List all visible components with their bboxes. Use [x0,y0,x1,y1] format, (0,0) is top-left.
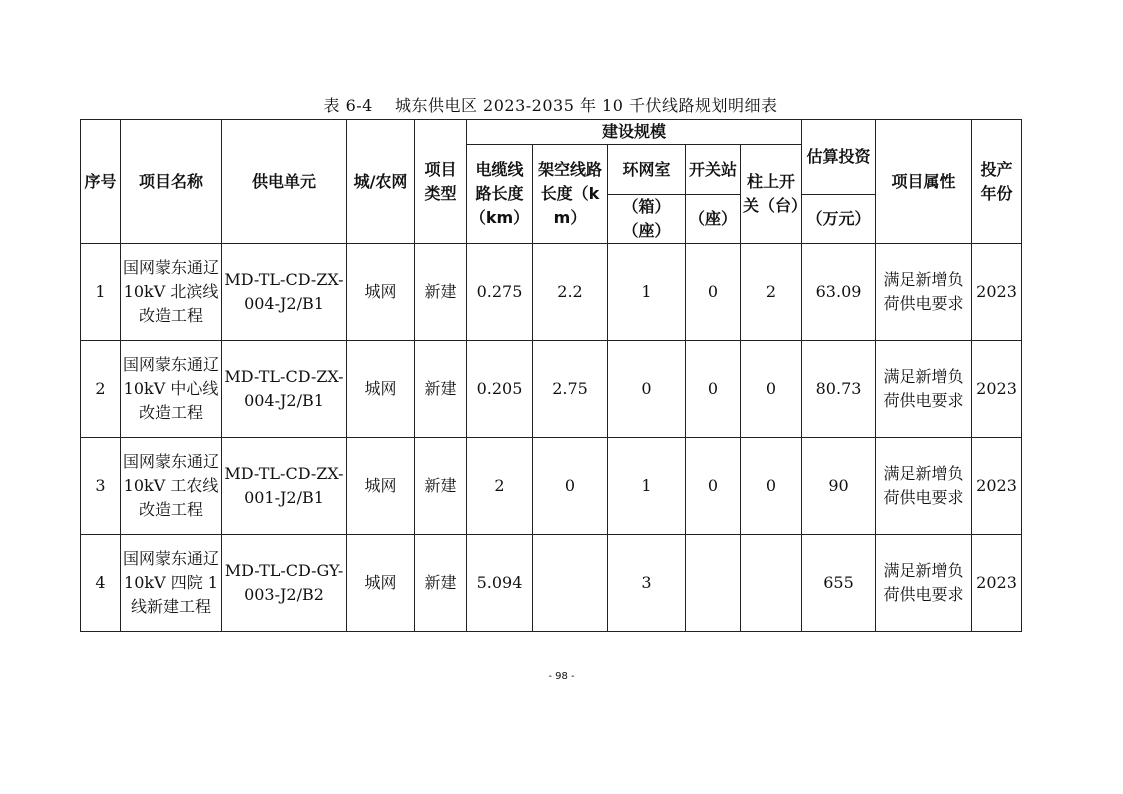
cell-cable: 0.275 [467,244,533,341]
cell-unit: MD-TL-CD-ZX-004-J2/B1 [222,341,347,438]
header-year: 投产年份 [972,120,1022,244]
cell-switch-station: 0 [686,341,741,438]
cell-ring: 0 [608,341,686,438]
table-row [81,244,1022,341]
header-name: 项目名称 [121,120,222,244]
cell-attr: 满足新增负荷供电要求 [876,438,972,535]
cell-pole-switch: 0 [741,438,802,535]
cell-cable: 5.094 [467,535,533,632]
cell-ring: 1 [608,438,686,535]
table-row [81,438,1022,535]
cell-invest: 90 [802,438,876,535]
cell-ring: 1 [608,244,686,341]
cell-seq: 1 [81,244,121,341]
header-unit: 供电单元 [222,120,347,244]
cell-switch-station [686,535,741,632]
cell-attr: 满足新增负荷供电要求 [876,244,972,341]
cell-pole-switch: 2 [741,244,802,341]
cell-grid: 城网 [347,535,415,632]
cell-name: 国网蒙东通辽 10kV 工农线改造工程 [121,438,222,535]
cell-unit: MD-TL-CD-ZX-004-J2/B1 [222,244,347,341]
cell-grid: 城网 [347,244,415,341]
cell-unit: MD-TL-CD-GY-003-J2/B2 [222,535,347,632]
cell-overhead [533,535,608,632]
cell-year: 2023 [972,535,1022,632]
table-caption: 表 6-4 城东供电区 2023-2035 年 10 千伏线路规划明细表 [323,96,778,115]
cell-invest: 80.73 [802,341,876,438]
cell-overhead: 2.75 [533,341,608,438]
header-switch-unit: （座） [686,195,741,244]
cell-year: 2023 [972,244,1022,341]
cell-type: 新建 [415,341,467,438]
header-overhead: 架空线路长度（km） [533,145,608,244]
cell-cable: 0.205 [467,341,533,438]
table-row [81,341,1022,438]
header-invest-unit: （万元） [802,195,876,244]
cell-attr: 满足新增负荷供电要求 [876,341,972,438]
cell-pole-switch: 0 [741,341,802,438]
cell-type: 新建 [415,535,467,632]
cell-ring: 3 [608,535,686,632]
cell-invest: 63.09 [802,244,876,341]
cell-seq: 3 [81,438,121,535]
header-cable: 电缆线路长度（km） [467,145,533,244]
cell-attr: 满足新增负荷供电要求 [876,535,972,632]
cell-invest: 655 [802,535,876,632]
cell-switch-station: 0 [686,438,741,535]
cell-type: 新建 [415,438,467,535]
cell-type: 新建 [415,244,467,341]
cell-name: 国网蒙东通辽 10kV 中心线改造工程 [121,341,222,438]
header-switch-station: 开关站 [686,145,741,195]
cell-grid: 城网 [347,438,415,535]
header-grid: 城/农网 [347,120,415,244]
header-seq: 序号 [81,120,121,244]
page-number: - 98 - [548,671,575,682]
cell-grid: 城网 [347,341,415,438]
cell-year: 2023 [972,341,1022,438]
cell-unit: MD-TL-CD-ZX-001-J2/B1 [222,438,347,535]
line-plan-table [80,119,1022,632]
cell-name: 国网蒙东通辽 10kV 北滨线改造工程 [121,244,222,341]
cell-name: 国网蒙东通辽 10kV 四院 1 线新建工程 [121,535,222,632]
header-invest: 估算投资 [802,120,876,195]
cell-overhead: 0 [533,438,608,535]
cell-seq: 2 [81,341,121,438]
header-ring-unit: （箱）（座） [608,195,686,244]
cell-pole-switch [741,535,802,632]
header-scale: 建设规模 [467,120,802,145]
cell-year: 2023 [972,438,1022,535]
cell-switch-station: 0 [686,244,741,341]
cell-cable: 2 [467,438,533,535]
header-ring: 环网室 [608,145,686,195]
table-row [81,535,1022,632]
cell-overhead: 2.2 [533,244,608,341]
header-pole-switch: 柱上开关（台） [741,145,802,244]
header-type: 项目类型 [415,120,467,244]
cell-seq: 4 [81,535,121,632]
header-attr: 项目属性 [876,120,972,244]
